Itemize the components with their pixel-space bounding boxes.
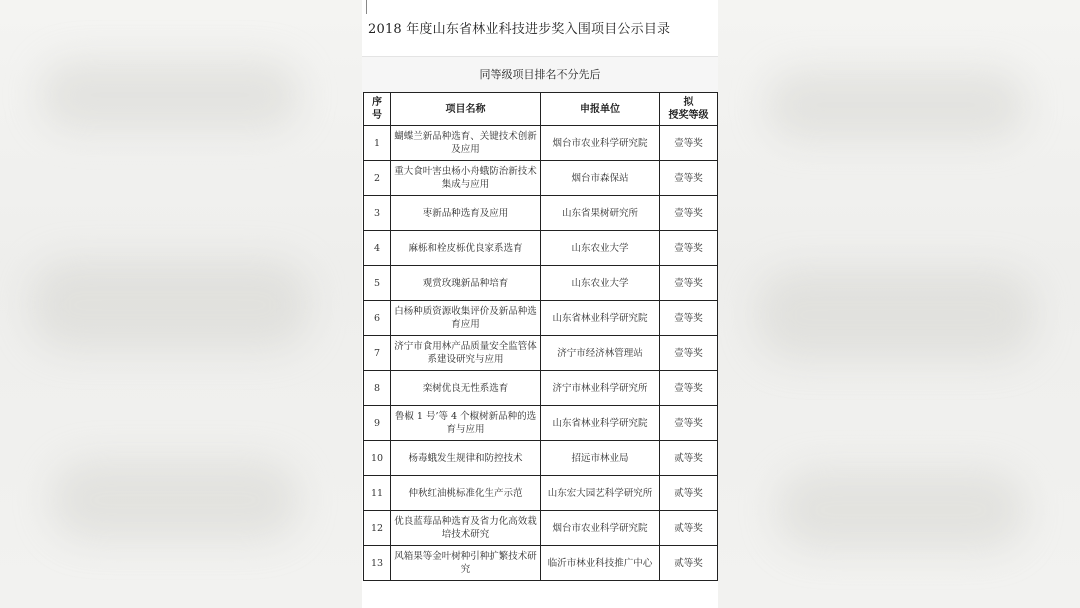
row-award: 壹等奖 bbox=[660, 126, 718, 161]
row-unit: 山东省果树研究所 bbox=[541, 196, 660, 231]
row-number: 8 bbox=[364, 371, 391, 406]
blurred-shape bbox=[756, 270, 1036, 360]
row-project: 重大食叶害虫杨小舟蛾防治新技术集成与应用 bbox=[391, 161, 541, 196]
row-number: 13 bbox=[364, 546, 391, 581]
row-award: 壹等奖 bbox=[660, 161, 718, 196]
row-award: 壹等奖 bbox=[660, 301, 718, 336]
table-header-row bbox=[364, 93, 718, 126]
document-title: 2018 年度山东省林业科技进步奖入围项目公示目录 bbox=[368, 22, 671, 37]
row-award: 贰等奖 bbox=[660, 546, 718, 581]
row-number: 10 bbox=[364, 441, 391, 476]
row-unit: 山东省林业科学研究院 bbox=[541, 406, 660, 441]
row-unit: 烟台市农业科学研究院 bbox=[541, 126, 660, 161]
table-row bbox=[364, 336, 718, 371]
row-number: 6 bbox=[364, 301, 391, 336]
blurred-shape bbox=[50, 460, 300, 540]
row-unit: 山东宏大园艺科学研究所 bbox=[541, 476, 660, 511]
table-row bbox=[364, 511, 718, 546]
row-number: 3 bbox=[364, 196, 391, 231]
row-award: 壹等奖 bbox=[660, 196, 718, 231]
blurred-shape bbox=[776, 470, 1026, 550]
row-project: 蝴蝶兰新品种选育、关键技术创新及应用 bbox=[391, 126, 541, 161]
blurred-shape bbox=[40, 60, 300, 130]
table-row bbox=[364, 371, 718, 406]
table-row bbox=[364, 196, 718, 231]
row-unit: 山东农业大学 bbox=[541, 231, 660, 266]
header-unit: 申报单位 bbox=[541, 93, 660, 126]
header-index-line2: 号 bbox=[372, 110, 382, 121]
row-project: 鲁椒 1 号’等 4 个椒树新品种的选育与应用 bbox=[391, 406, 541, 441]
header-index-line1: 序 bbox=[372, 97, 382, 108]
table-row bbox=[364, 126, 718, 161]
row-award: 壹等奖 bbox=[660, 336, 718, 371]
row-project: 优良蓝莓品种选育及省力化高效栽培技术研究 bbox=[391, 511, 541, 546]
table-row bbox=[364, 266, 718, 301]
row-project: 风箱果等金叶树种引种扩繁技术研究 bbox=[391, 546, 541, 581]
table-row bbox=[364, 406, 718, 441]
row-unit: 烟台市农业科学研究院 bbox=[541, 511, 660, 546]
table-row bbox=[364, 161, 718, 196]
row-award: 贰等奖 bbox=[660, 476, 718, 511]
row-number: 2 bbox=[364, 161, 391, 196]
table-row bbox=[364, 546, 718, 581]
header-index bbox=[364, 93, 391, 126]
row-award: 贰等奖 bbox=[660, 441, 718, 476]
row-project: 仲秋红油桃标准化生产示范 bbox=[391, 476, 541, 511]
row-number: 12 bbox=[364, 511, 391, 546]
row-unit: 济宁市林业科学研究所 bbox=[541, 371, 660, 406]
row-number: 1 bbox=[364, 126, 391, 161]
row-award: 壹等奖 bbox=[660, 231, 718, 266]
row-unit: 烟台市森保站 bbox=[541, 161, 660, 196]
row-number: 11 bbox=[364, 476, 391, 511]
document-page bbox=[362, 0, 718, 608]
blurred-shape bbox=[766, 70, 1026, 140]
row-unit: 山东省林业科学研究院 bbox=[541, 301, 660, 336]
row-number: 7 bbox=[364, 336, 391, 371]
page-corner-mark bbox=[366, 0, 367, 14]
table-row bbox=[364, 476, 718, 511]
row-award: 贰等奖 bbox=[660, 511, 718, 546]
header-award-line1: 拟 bbox=[683, 97, 694, 108]
blurred-shape bbox=[30, 260, 310, 350]
row-award: 壹等奖 bbox=[660, 371, 718, 406]
row-project: 济宁市食用林产品质量安全监管体系建设研究与应用 bbox=[391, 336, 541, 371]
document-subtitle: 同等级项目排名不分先后 bbox=[479, 68, 601, 81]
row-unit: 临沂市林业科技推广中心 bbox=[541, 546, 660, 581]
row-award: 壹等奖 bbox=[660, 406, 718, 441]
header-award bbox=[660, 93, 718, 126]
header-award-line2: 授奖等级 bbox=[668, 110, 709, 121]
row-number: 4 bbox=[364, 231, 391, 266]
table-row bbox=[364, 301, 718, 336]
row-unit: 山东农业大学 bbox=[541, 266, 660, 301]
row-number: 5 bbox=[364, 266, 391, 301]
row-unit: 济宁市经济林管理站 bbox=[541, 336, 660, 371]
row-unit: 招远市林业局 bbox=[541, 441, 660, 476]
row-project: 杨毒蛾发生规律和防控技术 bbox=[391, 441, 541, 476]
right-blurred-background bbox=[716, 0, 1080, 608]
header-project: 项目名称 bbox=[391, 93, 541, 126]
table-row bbox=[364, 231, 718, 266]
row-project: 枣新品种选育及应用 bbox=[391, 196, 541, 231]
row-number: 9 bbox=[364, 406, 391, 441]
row-award: 壹等奖 bbox=[660, 266, 718, 301]
row-project: 白杨种质资源收集评价及新品种选育应用 bbox=[391, 301, 541, 336]
row-project: 观赏玫瑰新品种培育 bbox=[391, 266, 541, 301]
row-project: 麻栎和栓皮栎优良家系选育 bbox=[391, 231, 541, 266]
left-blurred-background bbox=[0, 0, 362, 608]
table-row bbox=[364, 441, 718, 476]
row-project: 栾树优良无性系选育 bbox=[391, 371, 541, 406]
project-table bbox=[363, 92, 718, 581]
